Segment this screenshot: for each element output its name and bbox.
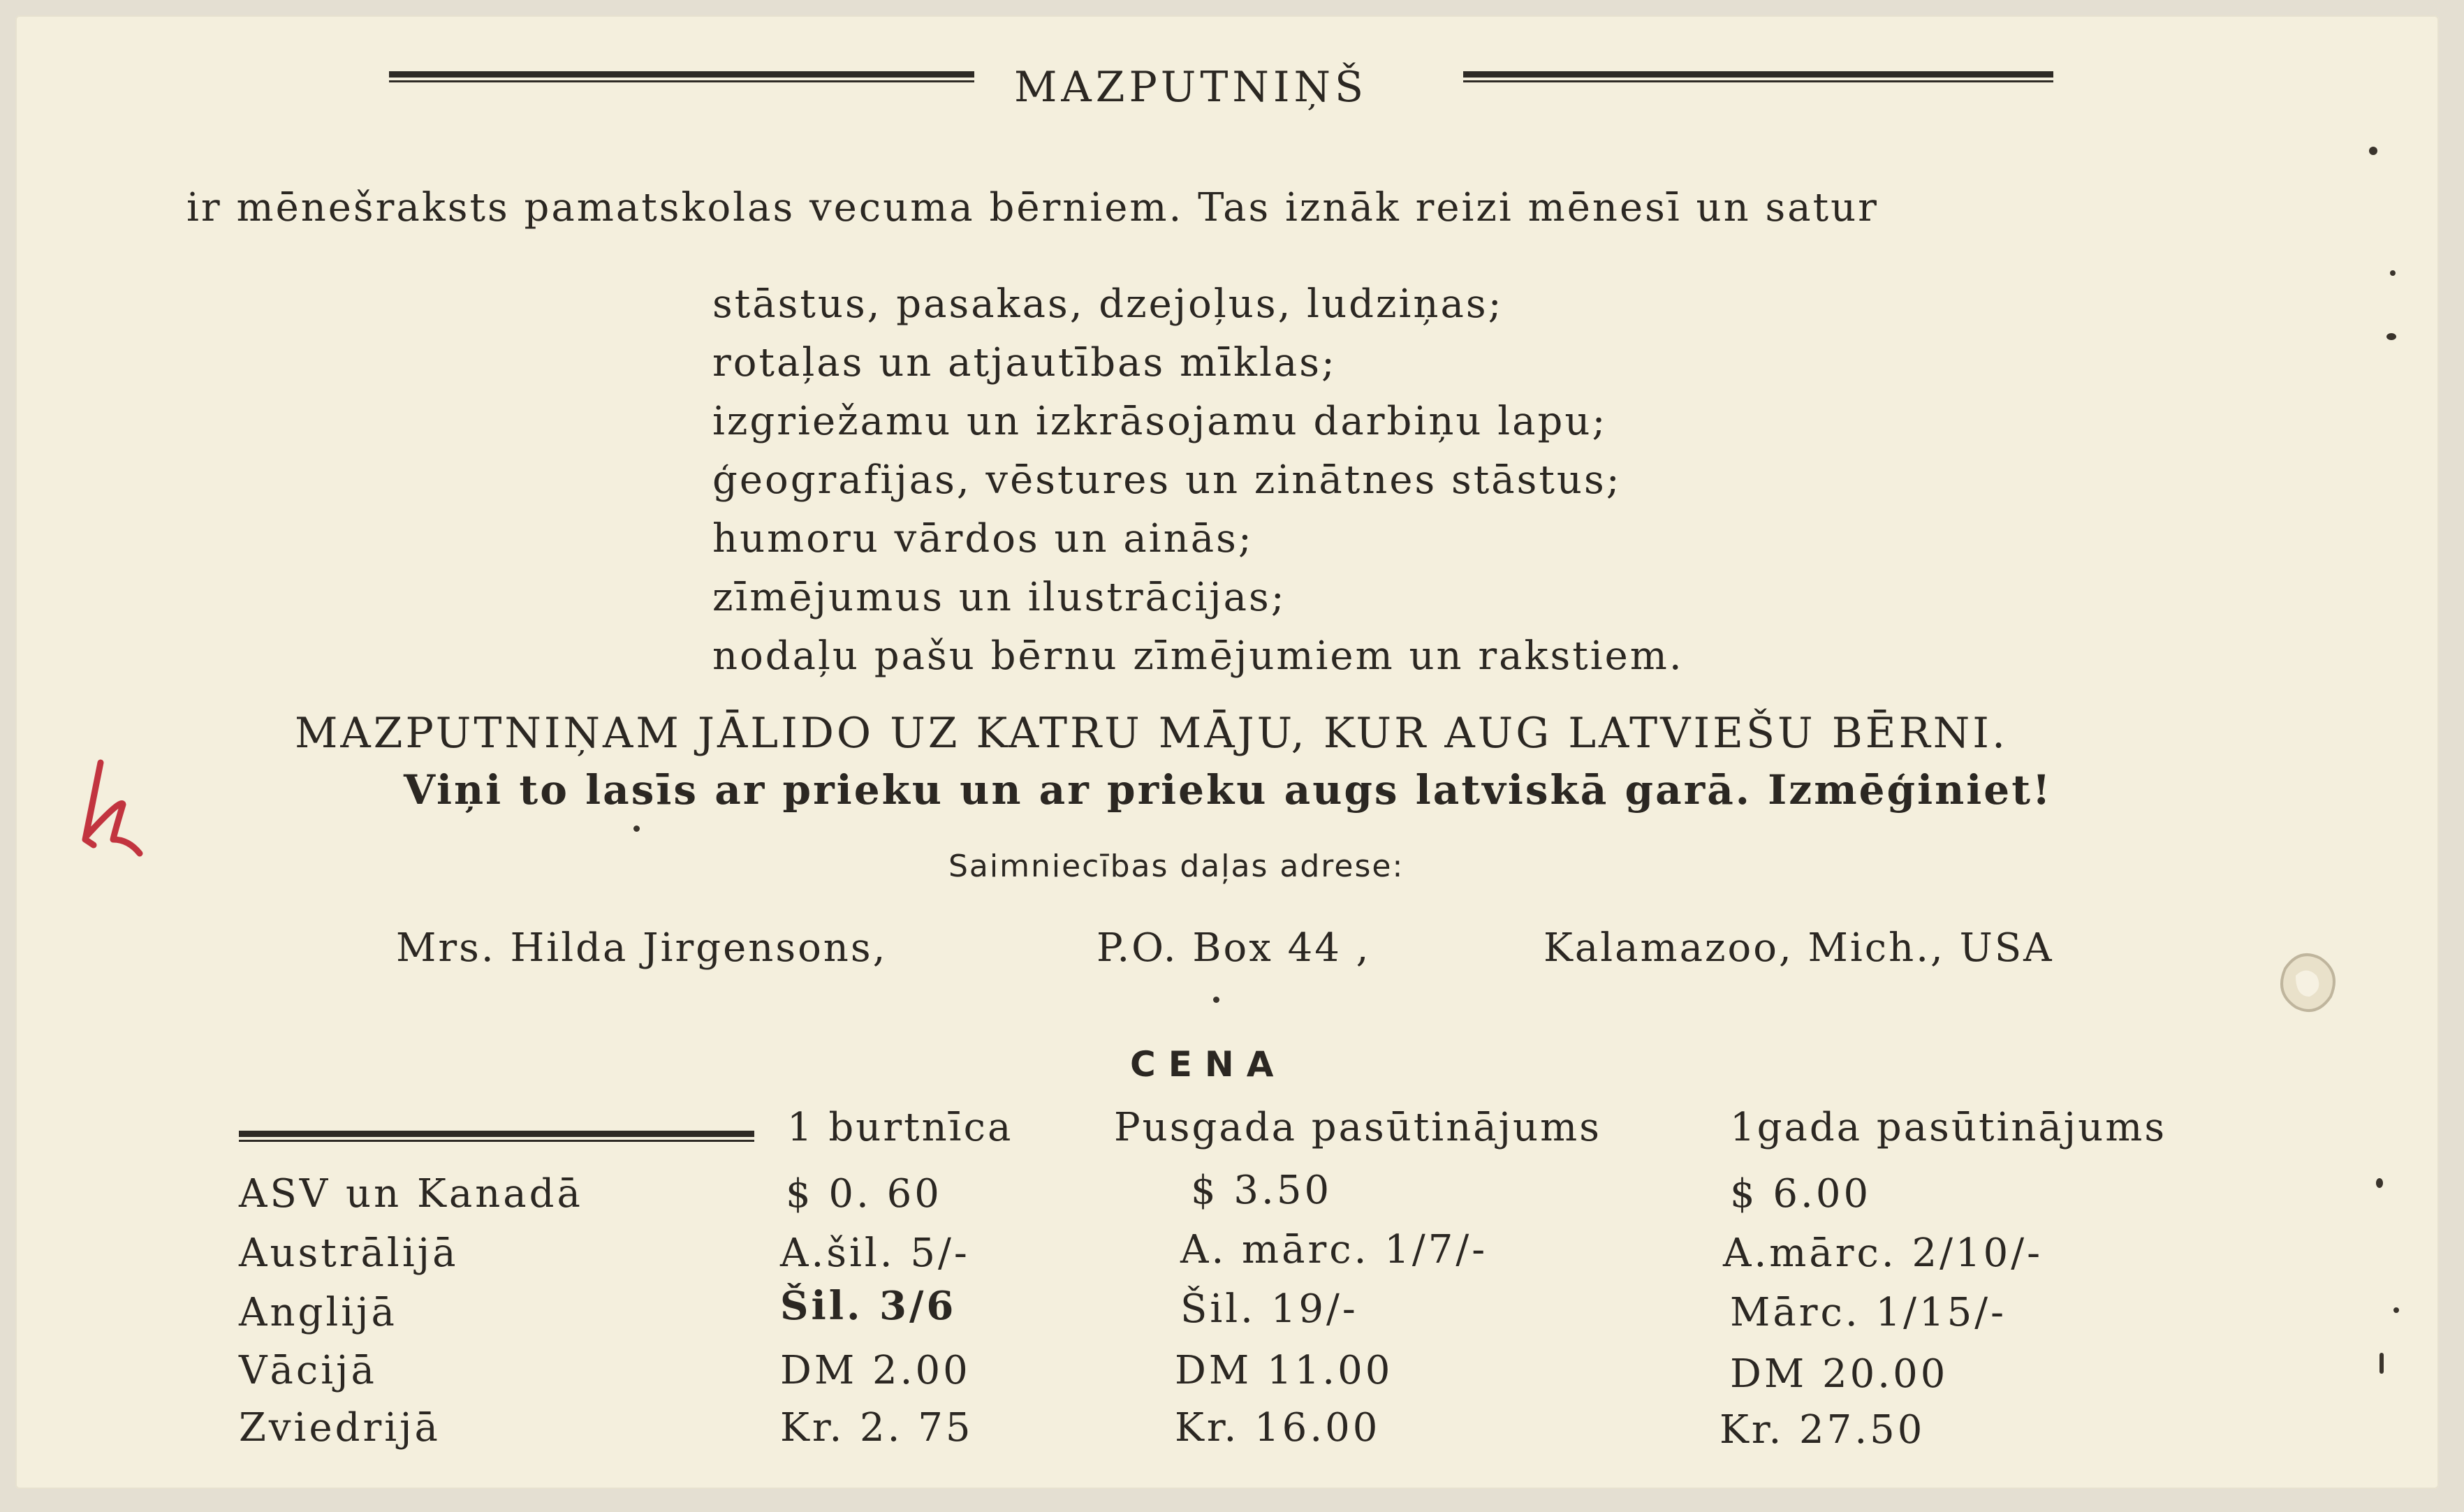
paper-tear-mark <box>2264 941 2348 1025</box>
list-item: rotaļas un atjautības mīklas; <box>712 340 1337 386</box>
price-issue: A.šil. 5/- <box>780 1231 970 1276</box>
intro-text: ir mēnešraksts pamatskolas vecuma bērniem. Tas iznāk reizi mēnesī un satur <box>186 185 1879 230</box>
price-issue: Šil. 3/6 <box>780 1283 957 1329</box>
column-header-half-year: Pusgada pasūtinājums <box>1114 1105 1601 1150</box>
list-item: ģeografijas, vēstures un zinātnes stāstus; <box>712 457 1622 503</box>
header-rule-right <box>1463 71 2053 82</box>
list-item: izgriežamu un izkrāsojamu darbiņu lapu; <box>712 399 1608 444</box>
pencil-mark <box>73 756 149 881</box>
ink-speck <box>2376 1178 2383 1188</box>
price-year: Kr. 27.50 <box>1719 1407 1926 1453</box>
price-half-year: A. mārc. 1/7/- <box>1180 1227 1488 1272</box>
price-year: Mārc. 1/15/- <box>1730 1290 2007 1335</box>
address-label: Saimniecības daļas adrese: <box>948 849 1405 884</box>
price-half-year: $ 3.50 <box>1191 1168 1333 1213</box>
list-item: nodaļu pašu bērnu zīmējumiem un rakstiem. <box>712 633 1684 679</box>
ink-speck <box>2369 147 2377 155</box>
list-item: humoru vārdos un ainās; <box>712 516 1254 562</box>
list-item: stāstus, pasakas, dzejoļus, ludziņas; <box>712 281 1504 327</box>
price-issue: $ 0. 60 <box>786 1171 942 1217</box>
country-label: ASV un Kanadā <box>239 1171 583 1217</box>
address-box: P.O. Box 44 , <box>1097 925 1371 971</box>
country-label: Vācijā <box>239 1348 377 1393</box>
table-rule <box>239 1131 754 1142</box>
contents-list <box>712 275 1684 686</box>
ink-speck <box>633 825 640 832</box>
price-half-year: Šil. 19/- <box>1180 1286 1358 1332</box>
price-year: A.mārc. 2/10/- <box>1723 1231 2044 1276</box>
country-label: Austrālijā <box>239 1231 459 1276</box>
list-item: zīmējumus un ilustrācijas; <box>712 575 1286 620</box>
country-label: Anglijā <box>239 1290 397 1335</box>
price-issue: Kr. 2. 75 <box>780 1405 974 1451</box>
price-year: $ 6.00 <box>1730 1171 1872 1217</box>
ink-speck <box>2386 333 2396 340</box>
ink-speck <box>2393 1307 2399 1313</box>
ink-speck <box>1213 997 1219 1003</box>
slogan-subline: Viņi to lasīs ar prieku un ar prieku augs latviskā garā. Izmēģiniet! <box>404 766 2053 814</box>
slogan-heading: MAZPUTNIŅAM JĀLIDO UZ KATRU MĀJU, KUR AUG LATVIEŠU BĒRNI. <box>295 709 2009 758</box>
ink-speck <box>2379 1353 2384 1374</box>
column-header-issue: 1 burtnīca <box>787 1105 1013 1150</box>
masthead-title: MAZPUTNIŅŠ <box>1014 63 1368 112</box>
price-half-year: DM 11.00 <box>1175 1348 1393 1393</box>
country-label: Zviedrijā <box>239 1405 441 1451</box>
price-half-year: Kr. 16.00 <box>1175 1405 1381 1451</box>
ink-speck <box>2390 270 2396 276</box>
price-issue: DM 2.00 <box>780 1348 971 1393</box>
address-city: Kalamazoo, Mich., USA <box>1543 925 2054 971</box>
header-rule-left <box>389 71 974 82</box>
price-year: DM 20.00 <box>1730 1351 1949 1397</box>
column-header-year: 1gada pasūtinājums <box>1730 1105 2167 1150</box>
price-card <box>15 15 2439 1489</box>
price-title: CENA <box>1130 1044 1286 1085</box>
address-name: Mrs. Hilda Jirgensons, <box>396 925 888 971</box>
